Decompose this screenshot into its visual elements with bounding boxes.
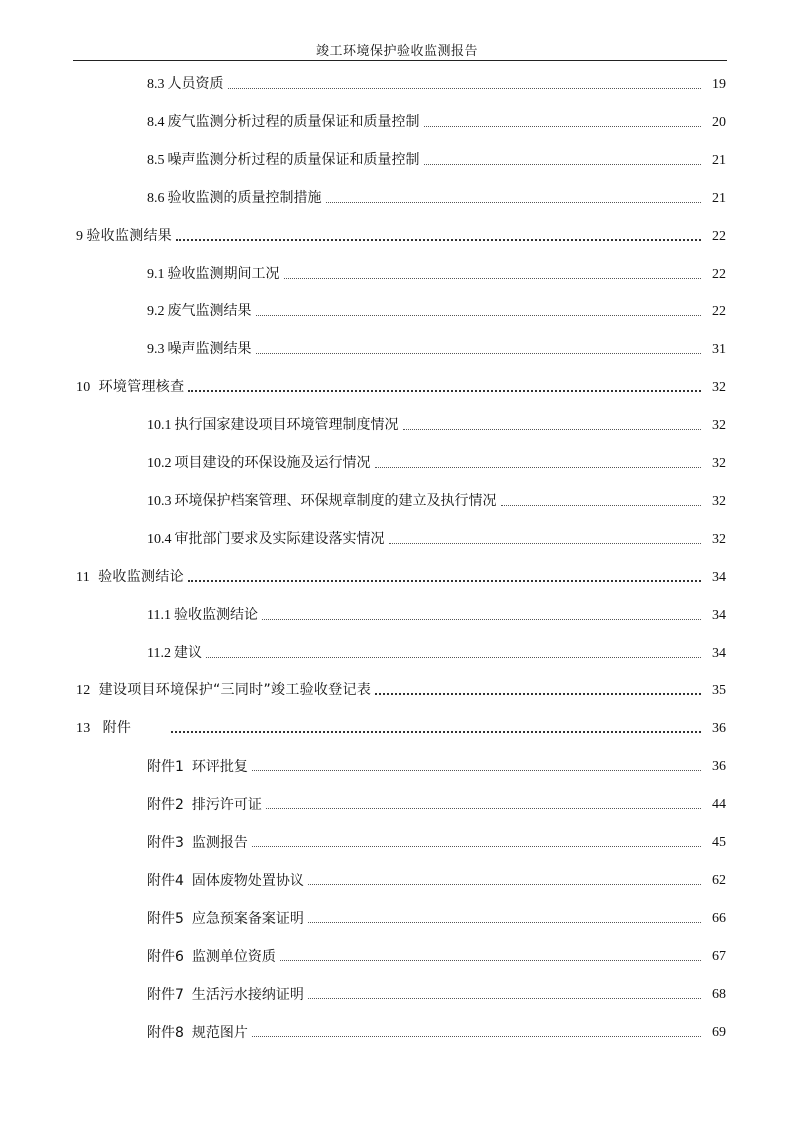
toc-entry-number: 9.1 [147, 266, 165, 282]
toc-dot-leader [308, 918, 701, 923]
toc-entry-page-number: 44 [712, 797, 726, 813]
toc-entry-number: 9.2 [147, 304, 165, 320]
toc-entry[interactable] [0, 491, 726, 511]
toc-entry[interactable] [0, 74, 726, 94]
toc-entry[interactable] [0, 946, 726, 966]
toc-entry-label [147, 948, 276, 966]
toc-dot-leader [308, 880, 701, 885]
toc-entry[interactable] [0, 150, 726, 170]
toc-entry-text: 建设项目环境保护“三同时”竣工验收登记表 [98, 682, 372, 699]
toc-entry-text: 验收监测结论 [173, 606, 258, 623]
toc-dot-leader [228, 84, 702, 89]
toc-entry-page-number: 22 [712, 266, 726, 282]
toc-entry-text: 环境保护档案管理、环保规章制度的建立及执行情况 [174, 492, 497, 509]
toc-dot-leader [389, 539, 702, 544]
toc-entry-text: 固体废物处置协议 [191, 872, 304, 889]
toc-entry-number: 13 [76, 721, 91, 737]
toc-entry[interactable] [0, 415, 726, 435]
toc-entry-page-number: 21 [712, 190, 726, 206]
toc-entry-text: 应急预案备案证明 [191, 910, 304, 927]
toc-entry-text: 环境管理核查 [98, 379, 185, 396]
toc-entry-text: 验收监测期间工况 [167, 265, 280, 282]
toc-entry-page-number: 67 [712, 948, 726, 964]
toc-dot-leader [188, 576, 701, 582]
toc-dot-leader [375, 689, 701, 695]
toc-entry-page-number: 22 [712, 304, 726, 320]
toc-entry-label [147, 454, 371, 473]
toc-entry-text: 废气监测结果 [167, 303, 252, 320]
toc-entry-page-number: 22 [712, 228, 726, 244]
toc-dot-leader [206, 653, 701, 658]
toc-entry[interactable] [0, 605, 726, 625]
toc-entry-number: 附件8 [147, 1024, 184, 1041]
toc-entry[interactable] [0, 870, 726, 890]
toc-entry-page-number: 34 [712, 607, 726, 623]
toc-entry-label [147, 416, 399, 435]
toc-entry-page-number: 32 [712, 531, 726, 547]
toc-entry-page-number: 34 [712, 569, 726, 585]
toc-entry-number: 附件2 [147, 797, 184, 814]
toc-entry-number: 8.3 [147, 77, 165, 92]
toc-entry-page-number: 66 [712, 910, 726, 926]
toc-entry[interactable] [0, 112, 726, 132]
toc-entry-text: 环评批复 [191, 759, 248, 776]
toc-entry-number: 附件6 [147, 948, 184, 965]
toc-entry-number: 附件4 [147, 872, 184, 889]
toc-entry-page-number: 68 [712, 986, 726, 1002]
toc-entry-page-number: 19 [712, 77, 726, 92]
toc-dot-leader [262, 615, 701, 620]
toc-dot-leader [501, 501, 702, 506]
toc-entry-text: 人员资质 [167, 76, 224, 92]
toc-entry-label [147, 1024, 248, 1042]
toc-entry-number: 8.6 [147, 190, 165, 206]
toc-entry-label [147, 872, 304, 890]
toc-entry-text: 建议 [173, 644, 202, 661]
toc-entry-text: 排污许可证 [191, 797, 262, 814]
toc-entry[interactable] [0, 908, 726, 928]
toc-entry-label [147, 986, 304, 1004]
toc-entry[interactable] [0, 264, 726, 284]
toc-entry-page-number: 32 [712, 456, 726, 471]
toc-entry-number: 8.4 [147, 114, 165, 130]
toc-entry-page-number: 45 [712, 835, 726, 850]
toc-dot-leader [375, 463, 702, 468]
toc-entry-number: 11.1 [147, 607, 171, 623]
toc-entry-text: 废气监测分析过程的质量保证和质量控制 [167, 113, 420, 130]
toc-entry[interactable] [0, 529, 726, 549]
toc-entry-text: 执行国家建设项目环境管理制度情况 [174, 417, 399, 434]
toc-dot-leader [256, 349, 702, 354]
toc-entry-number: 10 [76, 380, 91, 396]
toc-entry-number: 10.1 [147, 418, 172, 434]
toc-entry-text: 噪声监测结果 [167, 341, 252, 358]
toc-entry-text: 噪声监测分析过程的质量保证和质量控制 [167, 151, 420, 168]
toc-entry-number: 附件5 [147, 910, 184, 927]
toc-entry[interactable] [0, 567, 726, 587]
toc-dot-leader [308, 994, 701, 999]
toc-entry-page-number: 36 [712, 759, 726, 775]
toc-entry[interactable] [0, 301, 726, 321]
toc-entry[interactable] [0, 339, 726, 359]
toc-dot-leader [403, 425, 702, 430]
toc-entry-number: 10.3 [147, 493, 172, 509]
toc-entry-page-number: 36 [712, 721, 726, 737]
toc-entry-label [147, 530, 385, 549]
toc-entry-label [147, 758, 248, 776]
toc-entry-text: 验收监测结果 [86, 227, 173, 244]
toc-entry-label [147, 151, 420, 170]
toc-entry[interactable] [0, 643, 726, 663]
toc-entry-page-number: 21 [712, 152, 726, 168]
toc-entry-page-number: 62 [712, 872, 726, 888]
toc-entry-number: 12 [76, 683, 91, 699]
toc-entry-text: 审批部门要求及实际建设落实情况 [174, 530, 385, 547]
toc-entry-number: 9 [76, 228, 84, 244]
toc-entry-page-number: 32 [712, 380, 726, 396]
toc-entry-page-number: 35 [712, 683, 726, 699]
toc-entry-label [76, 378, 184, 397]
page-header-title: 竣工环境保护验收监测报告 [315, 44, 478, 59]
toc-entry[interactable] [0, 188, 726, 208]
toc-entry-text: 项目建设的环保设施及运行情况 [174, 455, 371, 471]
toc-dot-leader [284, 274, 702, 279]
toc-dot-leader [424, 122, 702, 127]
toc-entry-number: 附件1 [147, 759, 184, 776]
toc-entry-text: 监测单位资质 [191, 948, 276, 965]
toc-entry-label [147, 265, 280, 284]
toc-entry-page-number: 31 [712, 342, 726, 358]
toc-entry[interactable] [0, 832, 726, 852]
toc-dot-leader [252, 766, 701, 771]
toc-entry-label [147, 644, 202, 663]
toc-dot-leader [252, 842, 701, 847]
toc-dot-leader [176, 235, 701, 241]
toc-entry-text: 附件 [102, 720, 132, 737]
toc-entry-page-number: 69 [712, 1024, 726, 1040]
toc-entry[interactable] [0, 794, 726, 814]
toc-entry-page-number: 32 [712, 493, 726, 509]
toc-entry-label [147, 302, 252, 321]
toc-entry-label [76, 681, 371, 700]
toc-entry-label [147, 796, 262, 814]
toc-dot-leader [171, 727, 701, 733]
toc-entry-number: 附件7 [147, 986, 184, 1003]
toc-entry-label [147, 340, 252, 359]
toc-entry-label [76, 719, 131, 738]
toc-entry-text: 规范图片 [191, 1024, 248, 1041]
toc-entry-number: 9.3 [147, 342, 165, 358]
toc-dot-leader [256, 311, 702, 316]
toc-entry[interactable] [0, 680, 726, 700]
toc-entry[interactable] [0, 718, 726, 738]
toc-dot-leader [252, 1032, 701, 1037]
toc-entry-number: 附件3 [147, 835, 184, 851]
toc-entry[interactable] [0, 984, 726, 1004]
toc-entry-number: 11.2 [147, 645, 171, 661]
toc-entry-page-number: 20 [712, 114, 726, 130]
toc-entry-text: 监测报告 [191, 835, 248, 851]
toc-entry-label [147, 189, 322, 208]
toc-entry-text: 生活污水接纳证明 [191, 986, 304, 1003]
toc-entry[interactable] [0, 377, 726, 397]
toc-entry-label [76, 568, 184, 587]
toc-entry-number: 11 [76, 569, 91, 585]
toc-entry[interactable] [0, 226, 726, 246]
toc-entry-label [147, 606, 258, 625]
toc-entry-label [147, 75, 224, 94]
toc-entry-page-number: 32 [712, 418, 726, 434]
toc-entry-text: 验收监测的质量控制措施 [167, 189, 322, 206]
toc-entry-text: 验收监测结论 [98, 568, 184, 585]
toc-dot-leader [326, 198, 702, 203]
toc-entry-page-number: 34 [712, 645, 726, 661]
toc-dot-leader [188, 386, 701, 392]
toc-entry-label [76, 227, 172, 246]
toc-entry-label [147, 834, 248, 852]
toc-entry-label [147, 910, 304, 928]
toc-dot-leader [280, 956, 701, 961]
toc-dot-leader [424, 160, 702, 165]
toc-entry-label [147, 113, 420, 132]
toc-entry-number: 10.4 [147, 531, 172, 547]
toc-entry-number: 8.5 [147, 152, 165, 168]
toc-entry-number: 10.2 [147, 456, 172, 471]
toc-entry[interactable] [0, 756, 726, 776]
toc-dot-leader [266, 804, 701, 809]
toc-entry[interactable] [0, 453, 726, 473]
toc-entry[interactable] [0, 1022, 726, 1042]
toc-entry-label [147, 492, 497, 511]
